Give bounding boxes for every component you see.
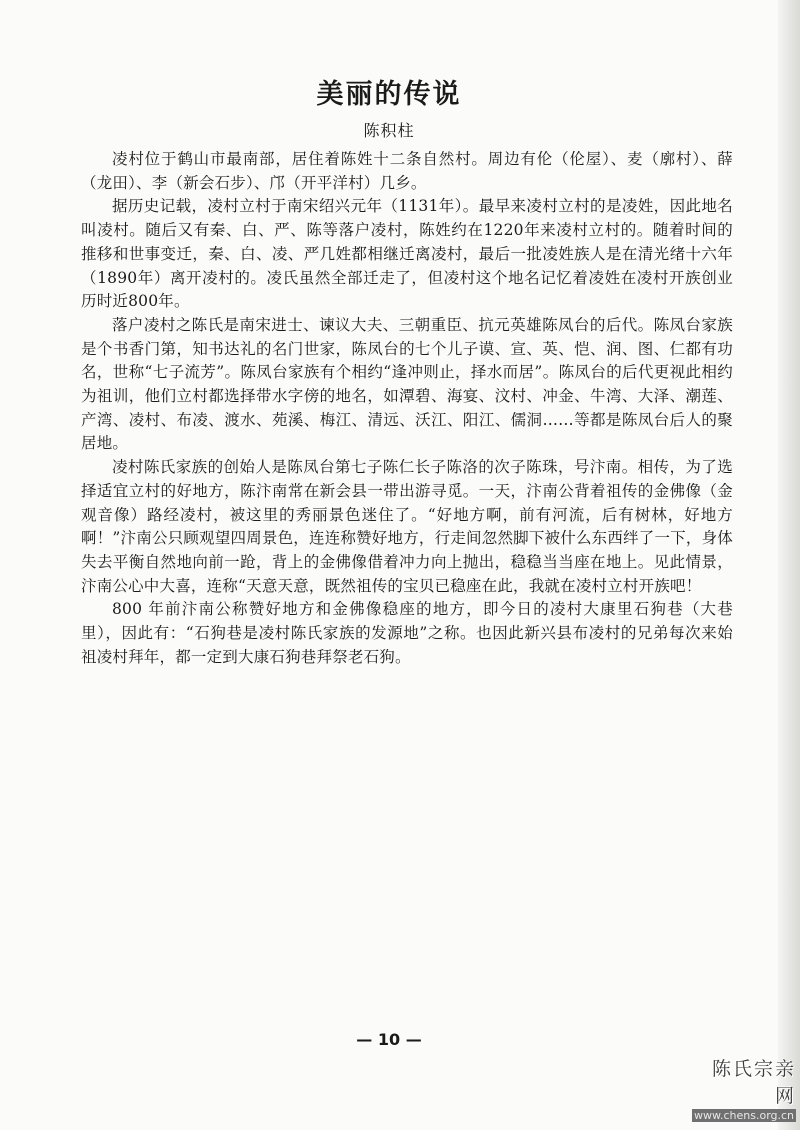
paragraph-2: 据历史记载，凌村立村于南宋绍兴元年（1131年）。最早来凌村立村的是凌姓，因此地名叫凌村。随后又有秦、白、严、陈等落户凌村，陈姓约在1220年来凌村立村的。随着时间的推移和世事变迁，秦、白、凌、严几姓都相继迁离凌村，最后一批凌姓族人是在清光绪十六年（1890年）离开凌村的。凌氏虽然全部迁走了，但凌村这个地名记忆着凌姓在凌村开族创业历时近800年。 xyxy=(81,197,733,311)
article-author: 陈积柱 xyxy=(363,121,415,140)
page-edge-shadow xyxy=(778,0,800,1130)
paragraph-3: 落户凌村之陈氏是南宋进士、谏议大夫、三朝重臣、抗元英雄陈凤台的后代。陈凤台家族是个书香门第，知书达礼的名门世家，陈凤台的七个儿子谟、宣、英、恺、润、图、仁都有功名，世称“七子流芳”。陈凤台家族有个相约“逢冲则止，择水而居”。陈凤台的后代更视此相约为祖训，他们立村都选择带水字傍的地名，如潭碧、海宴、汶村、冲金、牛湾、大泽、潮莲、产湾、凌村、布凌、渡水、苑溪、梅江、清远、沃江、阳江、儒洞……等都是陈凤台后人的聚居地。 xyxy=(81,315,733,453)
watermark-url: www.chens.org.cn xyxy=(694,1109,795,1122)
paragraph-5: 800 年前汴南公称赞好地方和金佛像稳座的地方，即今日的凌村大康里石狗巷（大巷里），因此有：“石狗巷是凌村陈氏家族的发源地”之称。也因此新兴县布凌村的兄弟每次来始祖凌村拜年，都一定到大康石狗巷拜祭老石狗。 xyxy=(81,600,733,666)
article-body xyxy=(81,148,733,669)
paragraph-1: 凌村位于鹤山市最南部，居住着陈姓十二条自然村。周边有伦（伦屋）、麦（廓村）、薛（龙田）、李（新会石步）、邝（开平洋村）几乡。 xyxy=(81,150,733,192)
watermark-site-name: 陈氏宗亲网 xyxy=(711,1058,796,1107)
site-watermark xyxy=(692,1054,796,1122)
paragraph-4: 凌村陈氏家族的创始人是陈凤台第七子陈仁长子陈洛的次子陈珠，号汴南。相传，为了选择适宜立村的好地方，陈汴南常在新会县一带出游寻觅。一天，汴南公背着祖传的金佛像（金观音像）路经凌村，被这里的秀丽景色迷住了。“好地方啊，前有河流，后有树林，好地方啊！”汴南公只顾观望四周景色，连连称赞好地方，行走间忽然脚下被什么东西绊了一下，身体失去平衡自然地向前一跄，背上的金佛像借着冲力向上抛出，稳稳当当座在地上。见此情景，汴南公心中大喜，连称“天意天意，既然祖传的宝贝已稳座在此，我就在凌村立村开族吧！ xyxy=(81,458,733,595)
article-title: 美丽的传说 xyxy=(316,79,462,110)
page-number: — 10 — xyxy=(356,1030,422,1049)
